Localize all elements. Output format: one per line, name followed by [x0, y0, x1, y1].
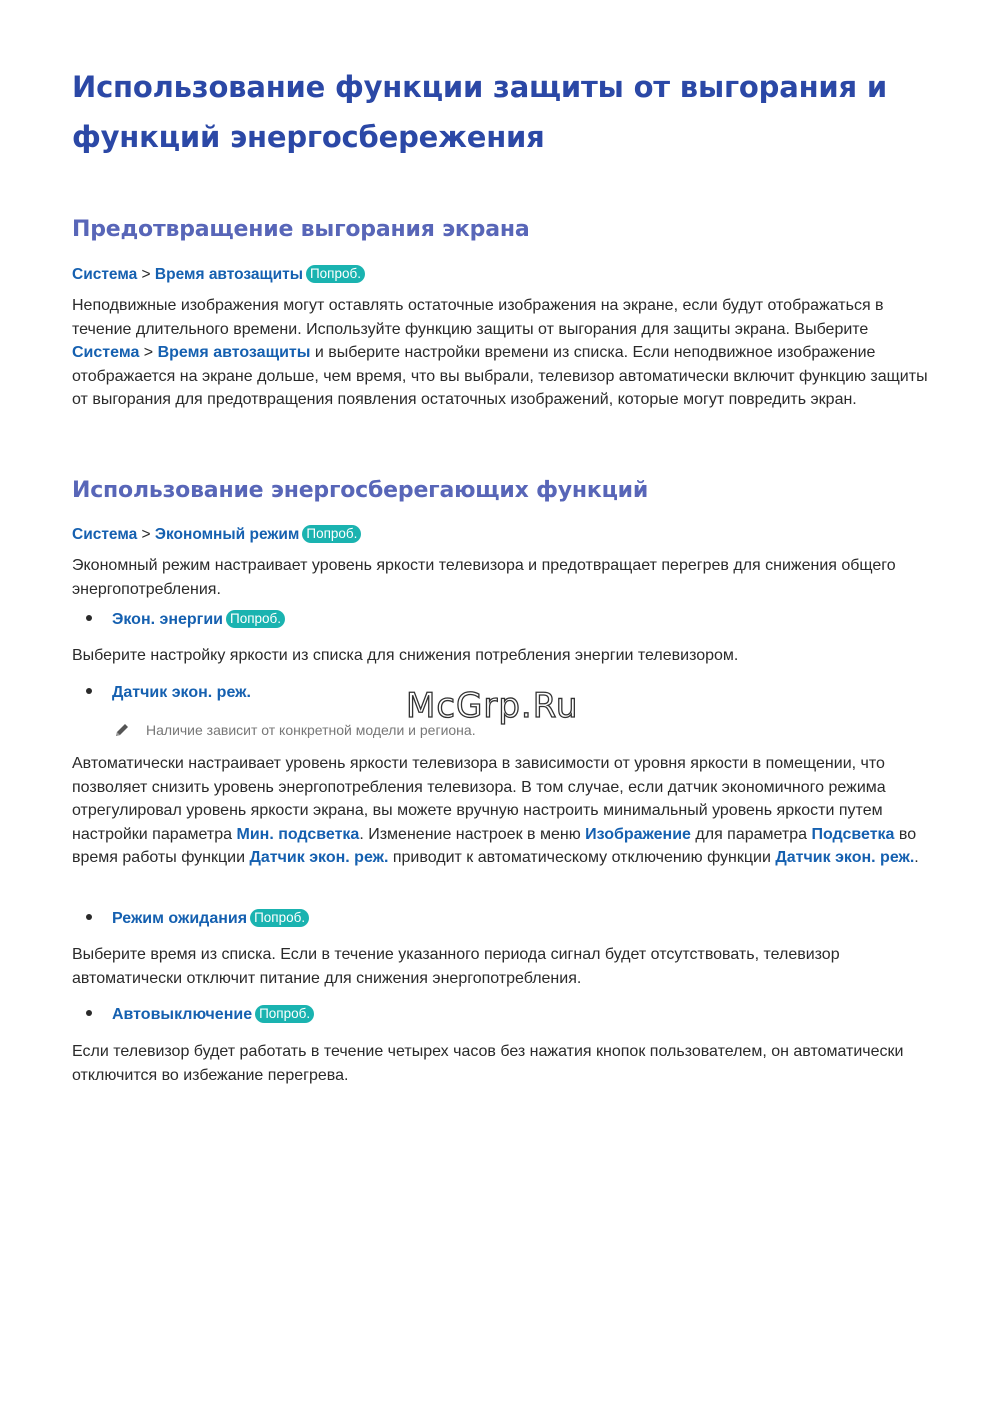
option-link-energy-saving[interactable]: Экон. энергии: [112, 611, 224, 628]
section-heading-energy-saving: Использование энергосберегающих функций: [72, 478, 649, 503]
inline-link-system[interactable]: Система: [72, 344, 140, 361]
inline-link-picture[interactable]: Изображение: [585, 825, 691, 843]
bullet-dot: [86, 1010, 92, 1016]
inline-link-auto-protection-time[interactable]: Время автозащиты: [157, 344, 311, 361]
breadcrumb: [72, 264, 365, 286]
try-now-badge[interactable]: Попроб.: [302, 525, 361, 543]
menu-link-system[interactable]: Система: [72, 526, 138, 543]
list-item-eco-sensor: [86, 682, 251, 704]
list-item-energy-saving: [86, 609, 285, 631]
inline-link-eco-sensor[interactable]: Датчик экон. реж.: [249, 849, 389, 866]
inline-link-backlight[interactable]: Подсветка: [811, 825, 895, 843]
auto-power-off-description: Если телевизор будет работать в течение четырех часов без нажатия кнопок пользователем, он автоматически отключится во избежание перегрева.: [72, 1043, 904, 1084]
try-now-badge[interactable]: Попроб.: [306, 265, 365, 283]
option-link-standby[interactable]: Режим ожидания: [112, 910, 248, 927]
pencil-note-icon: [114, 722, 130, 738]
try-now-badge[interactable]: Попроб.: [226, 610, 285, 628]
page-title: Использование функции защиты от выгорания и функций энергосбережения: [72, 70, 887, 154]
inline-link-eco-sensor[interactable]: Датчик экон. реж.: [775, 849, 915, 866]
breadcrumb: [72, 524, 361, 546]
bullet-dot: [86, 615, 92, 621]
eco-sensor-description: Автоматически настраивает уровень яркости телевизора в зависимости от уровня яркости в помещении, что позволяет снизить уровень энергопотребления телевизора. В том случае, если датчик экономичного режима отрегулировал уровень яркости экрана, вы можете вручную настроить минимальный уровень яркости путем настройки параметра Мин. подсветка. Изменение настроек в меню Изображение для параметра Подсветка во время работы функции Датчик экон. реж. приводит к автоматическому отключению функции Датчик экон. реж..: [72, 755, 919, 866]
menu-link-eco-mode[interactable]: Экономный режим: [154, 526, 300, 543]
bullet-dot: [86, 914, 92, 920]
eco-mode-intro: Экономный режим настраивает уровень яркости телевизора и предотвращает перегрев для снижения общего энергопотребления.: [72, 557, 896, 598]
bullet-dot: [86, 688, 92, 694]
try-now-badge[interactable]: Попроб.: [255, 1005, 314, 1023]
list-item-standby: [86, 908, 309, 930]
try-now-badge[interactable]: Попроб.: [250, 909, 309, 927]
menu-link-auto-protection-time[interactable]: Время автозащиты: [154, 266, 303, 283]
breadcrumb-separator: >: [141, 526, 151, 543]
option-link-auto-power-off[interactable]: Автовыключение: [112, 1006, 253, 1023]
energy-saving-description: Выберите настройку яркости из списка для снижения потребления энергии телевизором.: [72, 647, 739, 664]
watermark: McGrp.Ru: [406, 686, 579, 726]
breadcrumb-separator: >: [141, 266, 151, 283]
section-heading-burn-in: Предотвращение выгорания экрана: [72, 217, 530, 242]
inline-link-min-backlight[interactable]: Мин. подсветка: [236, 825, 360, 843]
option-link-eco-sensor[interactable]: Датчик экон. реж.: [112, 684, 251, 701]
burn-in-description: Неподвижные изображения могут оставлять остаточные изображения на экране, если будут отображаться в течение длительного времени. Используйте функцию защиты от выгорания для защиты экрана. Выберите Система > Время автозащиты и выберите настройки времени из списка. Если неподвижное изображение отображается на экране дольше, чем время, что вы выбрали, телевизор автоматически включит функцию защиты от выгорания для предотвращения появления остаточных изображений, которые могут повредить экран.: [72, 297, 928, 408]
standby-description: Выберите время из списка. Если в течение указанного периода сигнал будет отсутствовать, телевизор автоматически отключит питание для снижения энергопотребления.: [72, 946, 840, 987]
list-item-auto-power-off: [86, 1004, 314, 1026]
menu-link-system[interactable]: Система: [72, 266, 138, 283]
note-text: Наличие зависит от конкретной модели и региона.: [146, 722, 476, 738]
